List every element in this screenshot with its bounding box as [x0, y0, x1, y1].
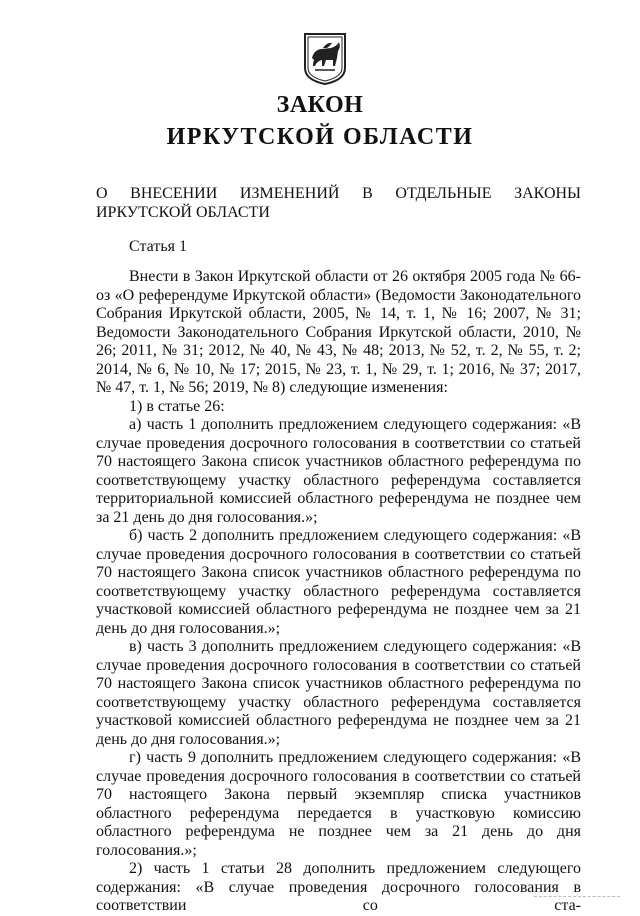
paragraph-intro: Внести в Закон Иркутской области от 26 октября 2005 года № 66-оз «О референдуме Иркутской области» (Ведомости Законодательного Собрания Иркутской области, 2005, № 14, т. 1, № 16; 2007, № 31; Ведомости Законодательного Собрания Иркутской области, 2010, № 26; 2011, № 31; 2012, № 40, № 43, № 48; 2013, № 52, т. 2, № 55, т. 2; 2014, № 6, № 10, № 17; 2015, № 23, т. 1, № 29, т. 1; 2016, № 37; 2017, № 47, т. 1, № 56; 2019, № 8) следующие изменения: [96, 268, 581, 396]
law-body [96, 268, 581, 916]
paragraph-item-2: 2) часть 1 статьи 28 дополнить предложением следующего содержания: «В случае проведения досрочного голосования в соответствии со ста- [96, 860, 581, 914]
document-title-law: ЗАКОН [276, 92, 364, 118]
document-title-region: ИРКУТСКОЙ ОБЛАСТИ [166, 124, 474, 150]
page-edge-divider [534, 896, 620, 898]
paragraph-item-g: г) часть 9 дополнить предложением следующего содержания: «В случае проведения досрочного голосования в соответствии со статьей 70 настоящего Закона первый экземпляр списка участников областного референдума передается в участковую комиссию областного референдума не позднее чем за 21 день до дня голосования.»; [96, 749, 581, 859]
paragraph-item-v: в) часть 3 дополнить предложением следующего содержания: «В случае проведения досрочного голосования в соответствии со статьей 70 настоящего Закона список участников областного референдума по соответствующему участку областного референдума составляется участковой комиссией областного референдума не позднее чем за 21 день до дня голосования.»; [96, 638, 581, 748]
paragraph-item-a: а) часть 1 дополнить предложением следующего содержания: «В случае проведения досрочного голосования в соответствии со статьей 70 настоящего Закона список участников областного референдума по соответствующему участку областного референдума составляется территориальной комиссией областного референдума не позднее чем за 21 день до дня голосования.»; [96, 416, 581, 526]
paragraph-item-b: б) часть 2 дополнить предложением следующего содержания: «В случае проведения досрочного голосования в соответствии со статьей 70 настоящего Закона список участников областного референдума по соответствующему участку областного референдума составляется участковой комиссией областного референдума не позднее чем за 21 день до дня голосования.»; [96, 527, 581, 637]
article-heading: Статья 1 [129, 238, 187, 255]
law-subject: О ВНЕСЕНИИ ИЗМЕНЕНИЙ В ОТДЕЛЬНЫЕ ЗАКОНЫ ИРКУТСКОЙ ОБЛАСТИ [96, 185, 581, 221]
paragraph-item-1: 1) в статье 26: [129, 397, 225, 415]
coat-of-arms-icon [301, 28, 349, 86]
